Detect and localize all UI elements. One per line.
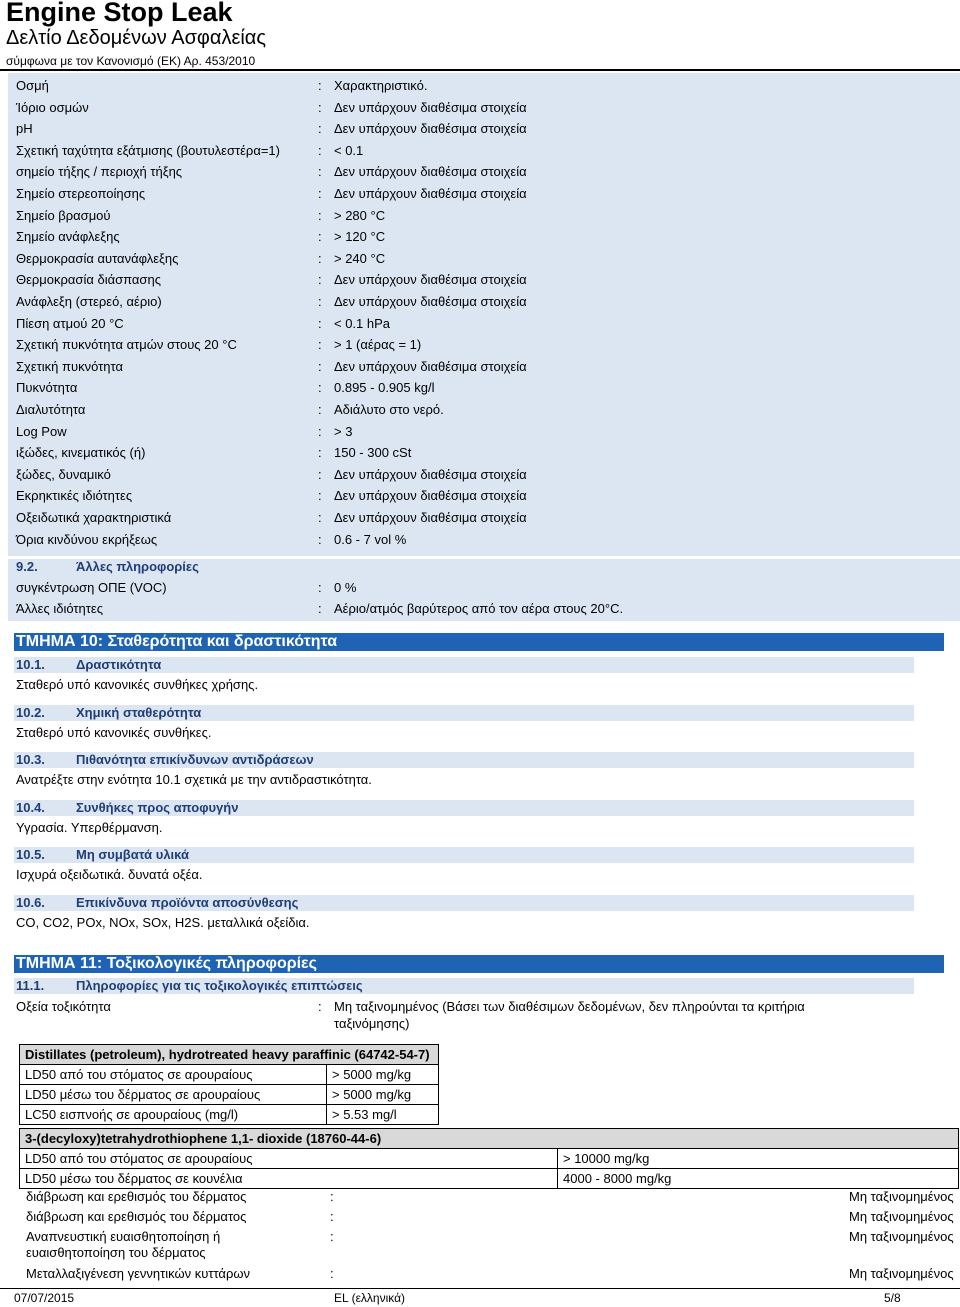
separator: :	[318, 445, 322, 461]
table-row	[20, 1065, 439, 1085]
separator: :	[318, 337, 322, 353]
separator: :	[318, 380, 322, 396]
property-label: Οξειδωτικά χαρακτηριστικά	[16, 510, 172, 525]
document-subtitle: Δελτίο Δεδομένων Ασφαλείας	[6, 27, 267, 49]
separator: :	[318, 207, 322, 223]
separator: :	[318, 99, 322, 115]
property-value: > 1 (αέρας = 1)	[334, 337, 422, 353]
separator: :	[330, 1266, 334, 1281]
property-label: Άλλες ιδιότητες	[16, 601, 103, 616]
property-label: ξώδες, δυναμικό	[16, 466, 111, 482]
property-label: Διαλυτότητα	[16, 402, 86, 417]
property-value: > 240 °C	[334, 250, 386, 266]
table-cell: LD50 από του στόματος σε αρουραίους	[20, 1149, 558, 1169]
subsection-text: CO, CO2, POx, NOx, SOx, H2S. μεταλλικά οξείδια.	[16, 915, 310, 930]
subsection-text: Σταθερό υπό κανονικές συνθήκες χρήσης.	[16, 677, 259, 692]
subsection-heading	[14, 895, 914, 911]
table-cell: > 10000 mg/kg	[558, 1149, 959, 1169]
property-value: Μη ταξινομημένος (Βάσει των διαθέσιμων δεδομένων, δεν πληρούνται τα κριτήρια	[334, 999, 805, 1014]
footer-language: EL (ελληνικά)	[334, 1291, 406, 1305]
acute-toxicity-value-continued: ταξινόμησης)	[334, 1016, 410, 1031]
separator: :	[318, 294, 322, 309]
separator: :	[318, 272, 322, 288]
property-label: Όρια κινδύνου εκρήξεως	[16, 531, 158, 547]
property-label: Σημείο ανάφλεξης	[16, 229, 120, 245]
separator: :	[318, 142, 322, 158]
separator: :	[318, 358, 322, 374]
subsection-11-1-heading	[14, 978, 914, 994]
property-value: 150 - 300 cSt	[334, 445, 412, 461]
property-label: συγκέντρωση ΟΠΕ (VOC)	[16, 580, 167, 595]
classification-label-continued: ευαισθητοποίηση του δέρματος	[26, 1245, 206, 1260]
document-title: Engine Stop Leak	[6, 0, 233, 27]
section-11-heading: ΤΜΗΜΑ 11: Τοξικολογικές πληροφορίες	[14, 955, 944, 973]
property-value: Δεν υπάρχουν διαθέσιμα στοιχεία	[334, 121, 527, 137]
separator: :	[318, 510, 322, 525]
classification-label: διάβρωση και ερεθισμός του δέρματος	[26, 1189, 247, 1204]
separator: :	[318, 580, 322, 595]
property-label: Θερμοκρασία αυτανάφλεξης	[16, 250, 179, 266]
property-label: Οσμή	[16, 78, 49, 93]
table-cell: LD50 μέσω του δέρματος σε κουνέλια	[20, 1169, 558, 1189]
table-cell: LD50 από του στόματος σε αρουραίους	[20, 1065, 327, 1085]
table-row	[20, 1085, 439, 1105]
table-header: 3-(decyloxy)tetrahydrothiophene 1,1- dioxide (18760-44-6)	[20, 1129, 959, 1149]
separator: :	[318, 250, 322, 266]
separator: :	[318, 164, 322, 180]
section-10-heading: ΤΜΗΜΑ 10: Σταθερότητα και δραστικότητα	[14, 633, 944, 651]
property-label: Εκρηκτικές ιδιότητες	[16, 488, 133, 504]
property-value: Δεν υπάρχουν διαθέσιμα στοιχεία	[334, 294, 527, 309]
property-value: Δεν υπάρχουν διαθέσιμα στοιχεία	[334, 488, 527, 504]
property-label: Σημείο βρασμού	[16, 207, 111, 223]
separator: :	[318, 466, 322, 482]
property-label: Θερμοκρασία διάσπασης	[16, 272, 161, 288]
subsection-title: Πληροφορίες για τις τοξικολογικές επιπτώσεις	[76, 978, 363, 993]
property-value: > 3	[334, 423, 353, 439]
subsection-number: 10.2.	[16, 704, 45, 720]
classification-value: Μη ταξινομημένος	[849, 1229, 954, 1244]
property-value: Δεν υπάρχουν διαθέσιμα στοιχεία	[334, 186, 527, 201]
classification-value: Μη ταξινομημένος	[849, 1189, 954, 1204]
subsection-number: 10.6.	[16, 895, 45, 910]
property-label: Ίόριο οσμών	[16, 99, 89, 115]
property-label: ιξώδες, κινεματικός (ή)	[16, 445, 146, 461]
subsection-title: Άλλες πληροφορίες	[76, 559, 199, 574]
separator: :	[318, 531, 322, 547]
separator: :	[318, 78, 322, 93]
separator: :	[318, 601, 322, 616]
table-row	[20, 1169, 959, 1189]
property-value: < 0.1	[334, 142, 364, 158]
table-row	[20, 1105, 439, 1125]
property-label: Σημείο στερεοποίησης	[16, 186, 146, 201]
table-cell: > 5.53 mg/l	[327, 1105, 439, 1125]
classification-value: Μη ταξινομημένος	[849, 1266, 954, 1281]
subsection-text: Υγρασία. Υπερθέρμανση.	[16, 819, 163, 835]
subsection-title: Χημική σταθερότητα	[76, 704, 202, 720]
property-value: < 0.1 hPa	[334, 315, 391, 331]
table-row	[20, 1149, 959, 1169]
subsection-heading	[14, 752, 914, 768]
subsection-title: Δραστικότητα	[76, 657, 162, 672]
subsection-text: Σταθερό υπό κανονικές συνθήκες.	[16, 724, 212, 740]
classification-value: Μη ταξινομημένος	[849, 1209, 954, 1224]
separator: :	[318, 121, 322, 137]
subsection-heading	[14, 705, 914, 721]
property-label: Log Pow	[16, 423, 67, 439]
classification-label: Αναπνευστική ευαισθητοποίηση ή	[26, 1229, 221, 1244]
table-cell: 4000 - 8000 mg/kg	[558, 1169, 959, 1189]
separator: :	[318, 999, 322, 1014]
subsection-number: 10.3.	[16, 752, 45, 768]
property-value: Δεν υπάρχουν διαθέσιμα στοιχεία	[334, 358, 527, 374]
property-value: Αδιάλυτο στο νερό.	[334, 402, 444, 417]
subsection-text: Ανατρέξτε στην ενότητα 10.1 σχετικά με την αντιδραστικότητα.	[16, 772, 372, 788]
property-label: Οξεία τοξικότητα	[16, 999, 111, 1014]
classification-label: Μεταλλαξιγένεση γεννητικών κυττάρων	[26, 1266, 250, 1281]
property-value: 0.6 - 7 vol %	[334, 531, 407, 547]
subsection-number: 10.5.	[16, 847, 45, 863]
separator: :	[318, 488, 322, 504]
subsection-number: 10.1.	[16, 657, 45, 672]
property-value: 0.895 - 0.905 kg/l	[334, 380, 435, 396]
property-label: pH	[16, 121, 33, 137]
property-value: > 120 °C	[334, 229, 386, 245]
property-value: Δεν υπάρχουν διαθέσιμα στοιχεία	[334, 272, 527, 288]
property-label: Σχετική ταχύτητα εξάτμισης (βουτυλεστέρα=1)	[16, 142, 280, 158]
property-label: σημείο τήξης / περιοχή τήξης	[16, 164, 183, 180]
property-label: Πίεση ατμού 20 °C	[16, 315, 124, 331]
substance-table-decyloxy	[19, 1128, 959, 1189]
property-value: Χαρακτηριστικό.	[334, 78, 428, 93]
property-label: Σχετική πυκνότητα	[16, 358, 123, 374]
subsection-title: Επικίνδυνα προϊόντα αποσύνθεσης	[76, 895, 299, 910]
footer-page-number: 5/8	[884, 1291, 901, 1305]
table-cell: LD50 μέσω του δέρματος σε αρουραίους	[20, 1085, 327, 1105]
property-label: Σχετική πυκνότητα ατμών στους 20 °C	[16, 337, 237, 353]
regulation-note: σύμφωνα με τον Κανονισμό (ΕΚ) Αρ. 453/2010	[6, 54, 256, 68]
property-value: Αέριο/ατμός βαρύτερος από τον αέρα στους 20°C.	[334, 601, 624, 616]
subsection-heading	[14, 657, 914, 673]
property-value: Δεν υπάρχουν διαθέσιμα στοιχεία	[334, 466, 527, 482]
table-header: Distillates (petroleum), hydrotreated heavy paraffinic (64742-54-7)	[20, 1045, 439, 1065]
property-value: > 280 °C	[334, 207, 386, 223]
separator: :	[330, 1229, 334, 1244]
classification-label: διάβρωση και ερεθισμός του δέρματος	[26, 1209, 247, 1224]
separator: :	[318, 229, 322, 245]
subsection-number: 10.4.	[16, 799, 45, 815]
property-value: Δεν υπάρχουν διαθέσιμα στοιχεία	[334, 510, 527, 525]
subsection-heading	[14, 847, 914, 863]
separator: :	[318, 402, 322, 417]
property-label: Ανάφλεξη (στερεό, αέριο)	[16, 294, 162, 309]
footer-date: 07/07/2015	[14, 1291, 75, 1305]
subsection-title: Μη συμβατά υλικά	[76, 847, 189, 863]
table-cell: > 5000 mg/kg	[327, 1085, 439, 1105]
separator: :	[318, 423, 322, 439]
table-cell: LC50 εισπνοής σε αρουραίους (mg/l)	[20, 1105, 327, 1125]
subsection-number: 11.1.	[16, 978, 45, 993]
subsection-9-2-heading	[14, 559, 914, 575]
separator: :	[318, 315, 322, 331]
property-value: 0 %	[334, 580, 357, 595]
separator: :	[330, 1189, 334, 1204]
footer-divider	[0, 1288, 960, 1289]
substance-table-distillates	[19, 1044, 439, 1125]
subsection-title: Συνθήκες προς αποφυγήν	[76, 799, 239, 815]
subsection-text: Ισχυρά οξειδωτικά. δυνατά οξέα.	[16, 867, 203, 883]
header-divider	[0, 69, 960, 71]
table-cell: > 5000 mg/kg	[327, 1065, 439, 1085]
subsection-title: Πιθανότητα επικίνδυνων αντιδράσεων	[76, 752, 314, 768]
property-value: Δεν υπάρχουν διαθέσιμα στοιχεία	[334, 164, 527, 180]
subsection-heading	[14, 800, 914, 816]
subsection-number: 9.2.	[16, 559, 38, 574]
separator: :	[330, 1209, 334, 1224]
property-label: Πυκνότητα	[16, 380, 78, 396]
separator: :	[318, 186, 322, 201]
property-value: Δεν υπάρχουν διαθέσιμα στοιχεία	[334, 99, 527, 115]
